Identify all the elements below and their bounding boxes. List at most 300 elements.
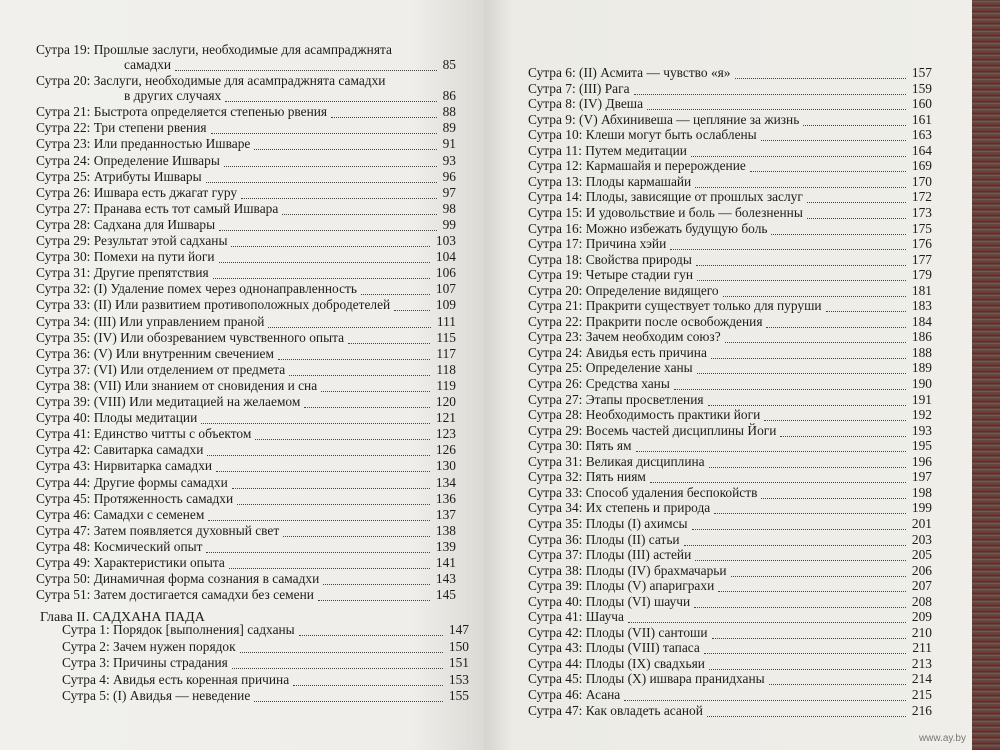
dot-leader [695,175,906,188]
toc-page-number: 137 [435,506,456,522]
dot-leader [207,443,430,456]
toc-entry [528,329,932,344]
dot-leader [299,623,443,636]
toc-page-number: 211 [912,640,932,656]
dot-leader [282,202,437,215]
toc-entry-title: Сутра 47: Затем появляется духовный свет [36,522,280,538]
dot-leader [331,105,437,118]
toc-entry [36,169,456,184]
toc-entry-title: Сутра 30: Пять ям [528,438,632,454]
toc-entry-title: Сутра 8: (IV) Двеша [528,96,644,112]
toc-entry [528,671,932,686]
dot-leader [691,144,906,157]
dot-leader [231,234,430,247]
dot-leader [647,97,906,110]
dot-leader [766,315,906,328]
toc-entry-title: Сутра 46: Асана [528,687,621,702]
toc-entry [36,297,456,312]
dot-leader [735,66,906,79]
toc-entry-title: Сутра 24: Определение Ишвары [36,152,220,168]
dot-leader [232,656,443,669]
toc-page-number: 143 [435,571,456,587]
toc-entry-title: Сутра 19: Четыре стадии гун [528,267,693,283]
toc-entry-title: Сутра 34: Их степень и природа [528,500,711,516]
toc-entry [62,622,469,637]
toc-entry [528,516,932,531]
toc-entry [36,475,456,490]
toc-entry [36,346,456,361]
toc-entry [62,688,469,703]
toc-entry [528,205,932,220]
toc-page-number: 89 [442,120,456,136]
toc-entry [36,104,456,119]
toc-entry [528,500,932,515]
toc-page-number: 164 [911,142,932,158]
toc-page-number: 184 [911,313,932,329]
toc-page-number: 192 [911,407,932,423]
toc-entry [528,469,932,484]
dot-leader [283,524,430,537]
dot-leader [761,486,906,499]
toc-entry-title: Сутра 23: Или преданностью Ишваре [36,136,251,152]
dot-leader [803,113,906,126]
tablecloth-edge [972,0,1000,750]
toc-entry [528,609,932,624]
toc-entry [528,127,932,142]
dot-leader [707,704,906,717]
toc-entry-title: Сутра 39: (VIII) Или медитацией на желаемом [36,394,301,409]
toc-entry [36,378,456,393]
dot-leader [694,595,906,608]
toc-entry [36,185,456,200]
toc-entry-title: Сутра 12: Кармашайя и перерождение [528,158,746,174]
toc-entry-title: Сутра 51: Затем достигается самадхи без семени [36,587,314,603]
dot-leader [348,331,430,344]
toc-entry [36,314,456,329]
toc-entry-title: Сутра 49: Характеристики опыта [36,555,225,570]
toc-page-number: 109 [435,297,456,313]
toc-entry [528,96,932,111]
toc-entry [528,625,932,640]
toc-page-number: 195 [911,438,932,454]
toc-entry-title: Сутра 29: Восемь частей дисциплины Йоги [528,422,777,438]
dot-leader [636,439,906,452]
toc-entry-title: Сутра 35: (IV) Или обозреванием чувственного опыта [36,329,345,345]
toc-page-number: 118 [436,361,456,377]
dot-leader [711,346,906,359]
toc-page-number: 138 [435,522,456,538]
toc-page-number: 134 [435,474,456,490]
dot-leader [725,330,906,343]
dot-leader [634,82,906,95]
toc-entry [528,376,932,391]
toc-page-number: 197 [911,469,932,485]
toc-entry [528,360,932,375]
toc-page-number: 199 [911,500,932,516]
toc-entry-title: Сутра 23: Зачем необходим союз? [528,329,721,345]
toc-entry [528,594,932,609]
dot-leader [232,476,430,489]
dot-leader [650,470,906,483]
toc-page-number: 119 [436,377,456,393]
toc-entry [36,73,456,103]
toc-page-number: 206 [911,562,932,578]
toc-entry [528,485,932,500]
dot-leader [709,455,906,468]
dot-leader [206,170,437,183]
toc-page-number: 139 [435,538,456,554]
toc-page-number: 169 [911,158,932,174]
toc-entry-title: Сутра 46: Самадхи с семенем [36,506,205,522]
toc-page-number: 161 [911,111,932,127]
dot-leader [268,315,431,328]
toc-entry [528,158,932,173]
dot-leader [731,564,906,577]
toc-entry [528,687,932,702]
toc-entry [36,410,456,425]
toc-page-number: 150 [448,638,469,654]
toc-page-number: 159 [911,80,932,96]
toc-entry-title: Сутра 20: Определение видящего [528,282,719,298]
toc-entry-title: Сутра 27: Пранава есть тот самый Ишвара [36,200,279,216]
toc-entry-title: Сутра 40: Плоды (VI) шаучи [528,593,691,609]
toc-entry [528,267,932,282]
toc-entry-title: Сутра 41: Шауча [528,609,624,625]
toc-entry [528,563,932,578]
dot-leader [692,517,906,530]
toc-entry [528,423,932,438]
toc-entry-title: Сутра 21: Быстрота определяется степенью рвения [36,104,328,120]
toc-entry-title: Сутра 45: Протяженность самадхи [36,490,234,506]
toc-entry [528,547,932,562]
toc-entry-title: Сутра 41: Единство читты с объектом [36,426,252,442]
toc-page-number: 183 [911,298,932,314]
toc-entry-title: Сутра 24: Авидья есть причина [528,344,707,360]
toc-entry [62,655,469,670]
toc-page-number: 205 [911,547,932,563]
toc-page-number: 216 [911,702,932,718]
toc-entry [528,640,932,655]
toc-entry [36,330,456,345]
toc-entry-title: Сутра 7: (III) Рага [528,80,630,96]
dot-leader [201,411,430,424]
dot-leader [769,672,906,685]
toc-entry [36,458,456,473]
dot-leader [697,268,906,281]
toc-page-number: 103 [435,233,456,248]
dot-leader [704,641,906,654]
toc-page-number: 213 [911,655,932,671]
toc-entry-title: Сутра 33: (II) Или развитием противоположных добродетелей [36,297,391,313]
dot-leader [208,508,430,521]
dot-leader [293,673,443,686]
dot-leader [254,137,437,150]
toc-entry [528,189,932,204]
toc-entry-title: Сутра 31: Другие препятствия [36,265,209,281]
toc-entry-title: Сутра 28: Садхана для Ишвары [36,216,216,232]
dot-leader [624,688,906,701]
toc-entry-title: Сутра 22: Три степени рвения [36,120,207,136]
dot-leader [394,298,430,311]
dot-leader [807,206,906,219]
toc-entry-title: Сутра 48: Космический опыт [36,538,203,554]
toc-entry-continuation: самадхи [124,57,172,72]
toc-entry-title: Сутра 43: Нирвитарка самадхи [36,458,213,474]
dot-leader [684,533,906,546]
toc-page-number: 203 [911,531,932,547]
toc-entry [528,392,932,407]
dot-leader [628,610,906,623]
toc-entry-title: Сутра 15: И удовольствие и боль — болезненны [528,204,803,220]
toc-entry [36,555,456,570]
toc-entry-title: Сутра 4: Авидья есть коренная причина [62,671,290,687]
toc-page-number: 123 [435,426,456,442]
toc-entry-title: Сутра 40: Плоды медитации [36,410,198,426]
toc-page-number: 209 [911,609,932,625]
dot-leader [670,237,906,250]
toc-page-number: 215 [911,687,932,702]
toc-entry-continuation: в других случаях [124,88,222,104]
toc-page-number: 106 [435,265,456,281]
toc-entry-title: Сутра 25: Определение ханы [528,360,693,376]
toc-entry-title: Сутра 3: Причины страдания [62,655,228,670]
dot-leader [709,657,906,670]
toc-entry [528,174,932,189]
toc-entry-title: Сутра 22: Пракрити после освобождения [528,313,763,329]
watermark: www.ay.by [918,733,966,744]
dot-leader [216,459,430,472]
toc-entry [528,252,932,267]
toc-entry-title: Сутра 10: Клеши могут быть ослаблены [528,127,757,143]
toc-entry-title: Сутра 34: (III) Или управлением праной [36,313,265,329]
toc-entry-title: Сутра 2: Зачем нужен порядок [62,638,236,654]
toc-entry [36,281,456,296]
toc-entry [528,283,932,298]
toc-page-number: 141 [435,555,456,570]
toc-entry-title: Сутра 43: Плоды (VIII) тапаса [528,640,700,656]
toc-entry [36,362,456,377]
toc-entry-title: Сутра 13: Плоды кармашайи [528,173,692,189]
toc-entry [528,112,932,127]
toc-page-number: 179 [911,267,932,283]
toc-page-number: 186 [911,329,932,345]
toc-page-number: 190 [911,376,932,391]
toc-page-number: 193 [911,422,932,438]
toc-entry-title: Сутра 30: Помехи на пути йоги [36,249,215,265]
right-page [484,0,972,750]
toc-entry [528,656,932,671]
toc-entry-title: Сутра 1: Порядок [выполнения] садханы [62,622,295,637]
dot-leader [304,395,430,408]
dot-leader [695,548,906,561]
toc-page-number: 198 [911,484,932,500]
toc-page-number: 157 [911,65,932,80]
toc-entry-title: Сутра 14: Плоды, зависящие от прошлых заслуг [528,189,803,205]
dot-leader [225,89,437,102]
toc-entry-title: Сутра 35: Плоды (I) ахимсы [528,515,688,531]
toc-entry-title: Сутра 26: Ишвара есть джагат гуру [36,184,238,200]
toc-page-number: 177 [911,251,932,267]
toc-page-number: 208 [911,593,932,609]
toc-entry [36,153,456,168]
toc-entry [36,587,456,602]
toc-page-number: 88 [442,104,456,120]
toc-entry [528,407,932,422]
toc-entry [36,442,456,457]
toc-entry-title: Сутра 36: Плоды (II) сатьи [528,531,680,547]
toc-entry-title: Сутра 38: (VII) Или знанием от сновидения и сна [36,377,318,393]
dot-leader [750,159,906,172]
toc-entry-title: Сутра 18: Свойства природы [528,251,692,267]
toc-entry [528,345,932,360]
toc-entry [528,438,932,453]
dot-leader [826,299,906,312]
toc-entry-title: Сутра 44: Другие формы самадхи [36,474,228,490]
toc-page-number: 145 [435,587,456,603]
toc-page-number: 86 [442,88,456,104]
dot-leader [761,128,906,141]
toc-entry-title: Сутра 50: Динамичная форма сознания в самадхи [36,571,320,587]
toc-entry-title: Сутра 44: Плоды (IX) свадхьяи [528,655,705,671]
dot-leader [211,121,437,134]
toc-page-number: 196 [911,453,932,469]
toc-entry-title: Сутра 31: Великая дисциплина [528,453,705,469]
toc-page-number: 201 [911,515,932,531]
toc-entry-title: Сутра 27: Этапы просветления [528,391,704,407]
toc-page-number: 130 [435,458,456,474]
toc-entry [528,236,932,251]
toc-entry [36,523,456,538]
toc-entry [528,532,932,547]
toc-entry-title: Сутра 37: (VI) Или отделением от предмета [36,361,286,377]
dot-leader [318,588,430,601]
dot-leader [764,408,906,421]
left-page [0,0,484,750]
toc-entry-title: Сутра 17: Причина хэйи [528,236,667,252]
dot-leader [219,218,437,231]
dot-leader [213,266,430,279]
dot-leader [723,284,906,297]
dot-leader [229,556,430,569]
toc-entry [36,249,456,264]
dot-leader [175,58,437,71]
toc-entry [528,221,932,236]
toc-entry-title: Сутра 19: Прошлые заслуги, необходимые для асампраджнята [36,42,392,57]
toc-entry-title: Сутра 16: Можно избежать будущую боль [528,220,768,236]
dot-leader [289,363,430,376]
toc-entry [528,298,932,313]
toc-page-number: 181 [911,282,932,298]
toc-page-number: 136 [435,490,456,506]
toc-entry [62,639,469,654]
toc-page-number: 210 [911,624,932,640]
dot-leader [712,626,906,639]
toc-page-number: 155 [448,688,469,703]
toc-entry-title: Сутра 39: Плоды (V) апариграхи [528,578,715,594]
toc-entry-title: Сутра 42: Савитарка самадхи [36,442,204,458]
toc-entry-title: Сутра 33: Способ удаления беспокойств [528,484,758,500]
toc-page-number: 115 [436,329,456,345]
toc-entry [528,143,932,158]
toc-entry [528,65,932,80]
toc-entry-title: Сутра 32: (I) Удаление помех через однонаправленность [36,281,357,297]
toc-entry [36,507,456,522]
dot-leader [323,572,430,585]
toc-page-number: 98 [442,200,456,216]
dot-leader [361,282,430,295]
toc-page-number: 96 [442,168,456,184]
dot-leader [255,427,430,440]
toc-page-number: 191 [911,391,932,407]
dot-leader [254,689,443,702]
toc-entry-title: Сутра 21: Пракрити существует только для пуруши [528,298,822,314]
toc-page-number: 188 [911,344,932,360]
dot-leader [718,579,906,592]
toc-page-number: 160 [911,96,932,112]
toc-page-number: 176 [911,236,932,252]
dot-leader [240,640,443,653]
toc-entry-title: Сутра 47: Как овладеть асаной [528,702,703,718]
toc-entry [36,571,456,586]
chapter-heading: Глава II. САДХАНА ПАДА [40,610,205,625]
toc-page-number: 175 [911,220,932,236]
toc-entry [36,265,456,280]
toc-page-number: 85 [442,57,456,72]
toc-page-number: 126 [435,442,456,458]
toc-entry-title: Сутра 28: Необходимость практики йоги [528,407,761,423]
toc-page-number: 91 [442,136,456,152]
toc-entry-title: Сутра 45: Плоды (X) ишвара пранидханы [528,671,765,687]
toc-entry [528,81,932,96]
toc-entry-title: Сутра 32: Пять ниям [528,469,646,485]
dot-leader [780,424,906,437]
toc-page-number: 99 [442,216,456,232]
dot-leader [224,154,437,167]
toc-entry [36,491,456,506]
toc-entry [36,394,456,409]
dot-leader [714,501,906,514]
toc-page-number: 172 [911,189,932,205]
toc-entry [62,672,469,687]
toc-page-number: 214 [911,671,932,687]
toc-entry-title: Сутра 6: (II) Асмита — чувство «я» [528,65,731,80]
dot-leader [771,222,906,235]
toc-page-number: 107 [435,281,456,297]
toc-entry-title: Сутра 5: (I) Авидья — неведение [62,688,251,703]
toc-entry [528,454,932,469]
toc-entry [36,233,456,248]
toc-entry [36,217,456,232]
toc-entry-title: Сутра 26: Средства ханы [528,376,670,391]
toc-page-number: 117 [436,345,456,361]
dot-leader [237,492,430,505]
toc-page-number: 153 [448,671,469,687]
toc-page-number: 173 [911,204,932,220]
toc-entry-title: Сутра 38: Плоды (IV) брахмачарьи [528,562,727,578]
toc-entry [528,703,932,718]
dot-leader [241,186,437,199]
toc-entry-title: Сутра 37: Плоды (III) астейи [528,547,692,563]
dot-leader [807,190,906,203]
toc-entry-title: Сутра 20: Заслуги, необходимые для асампраджнята самадхи [36,73,386,89]
toc-entry [36,539,456,554]
dot-leader [674,377,906,390]
toc-page-number: 170 [911,173,932,189]
toc-page-number: 151 [448,655,469,670]
toc-entry [36,426,456,441]
dot-leader [321,379,430,392]
dot-leader [206,540,430,553]
